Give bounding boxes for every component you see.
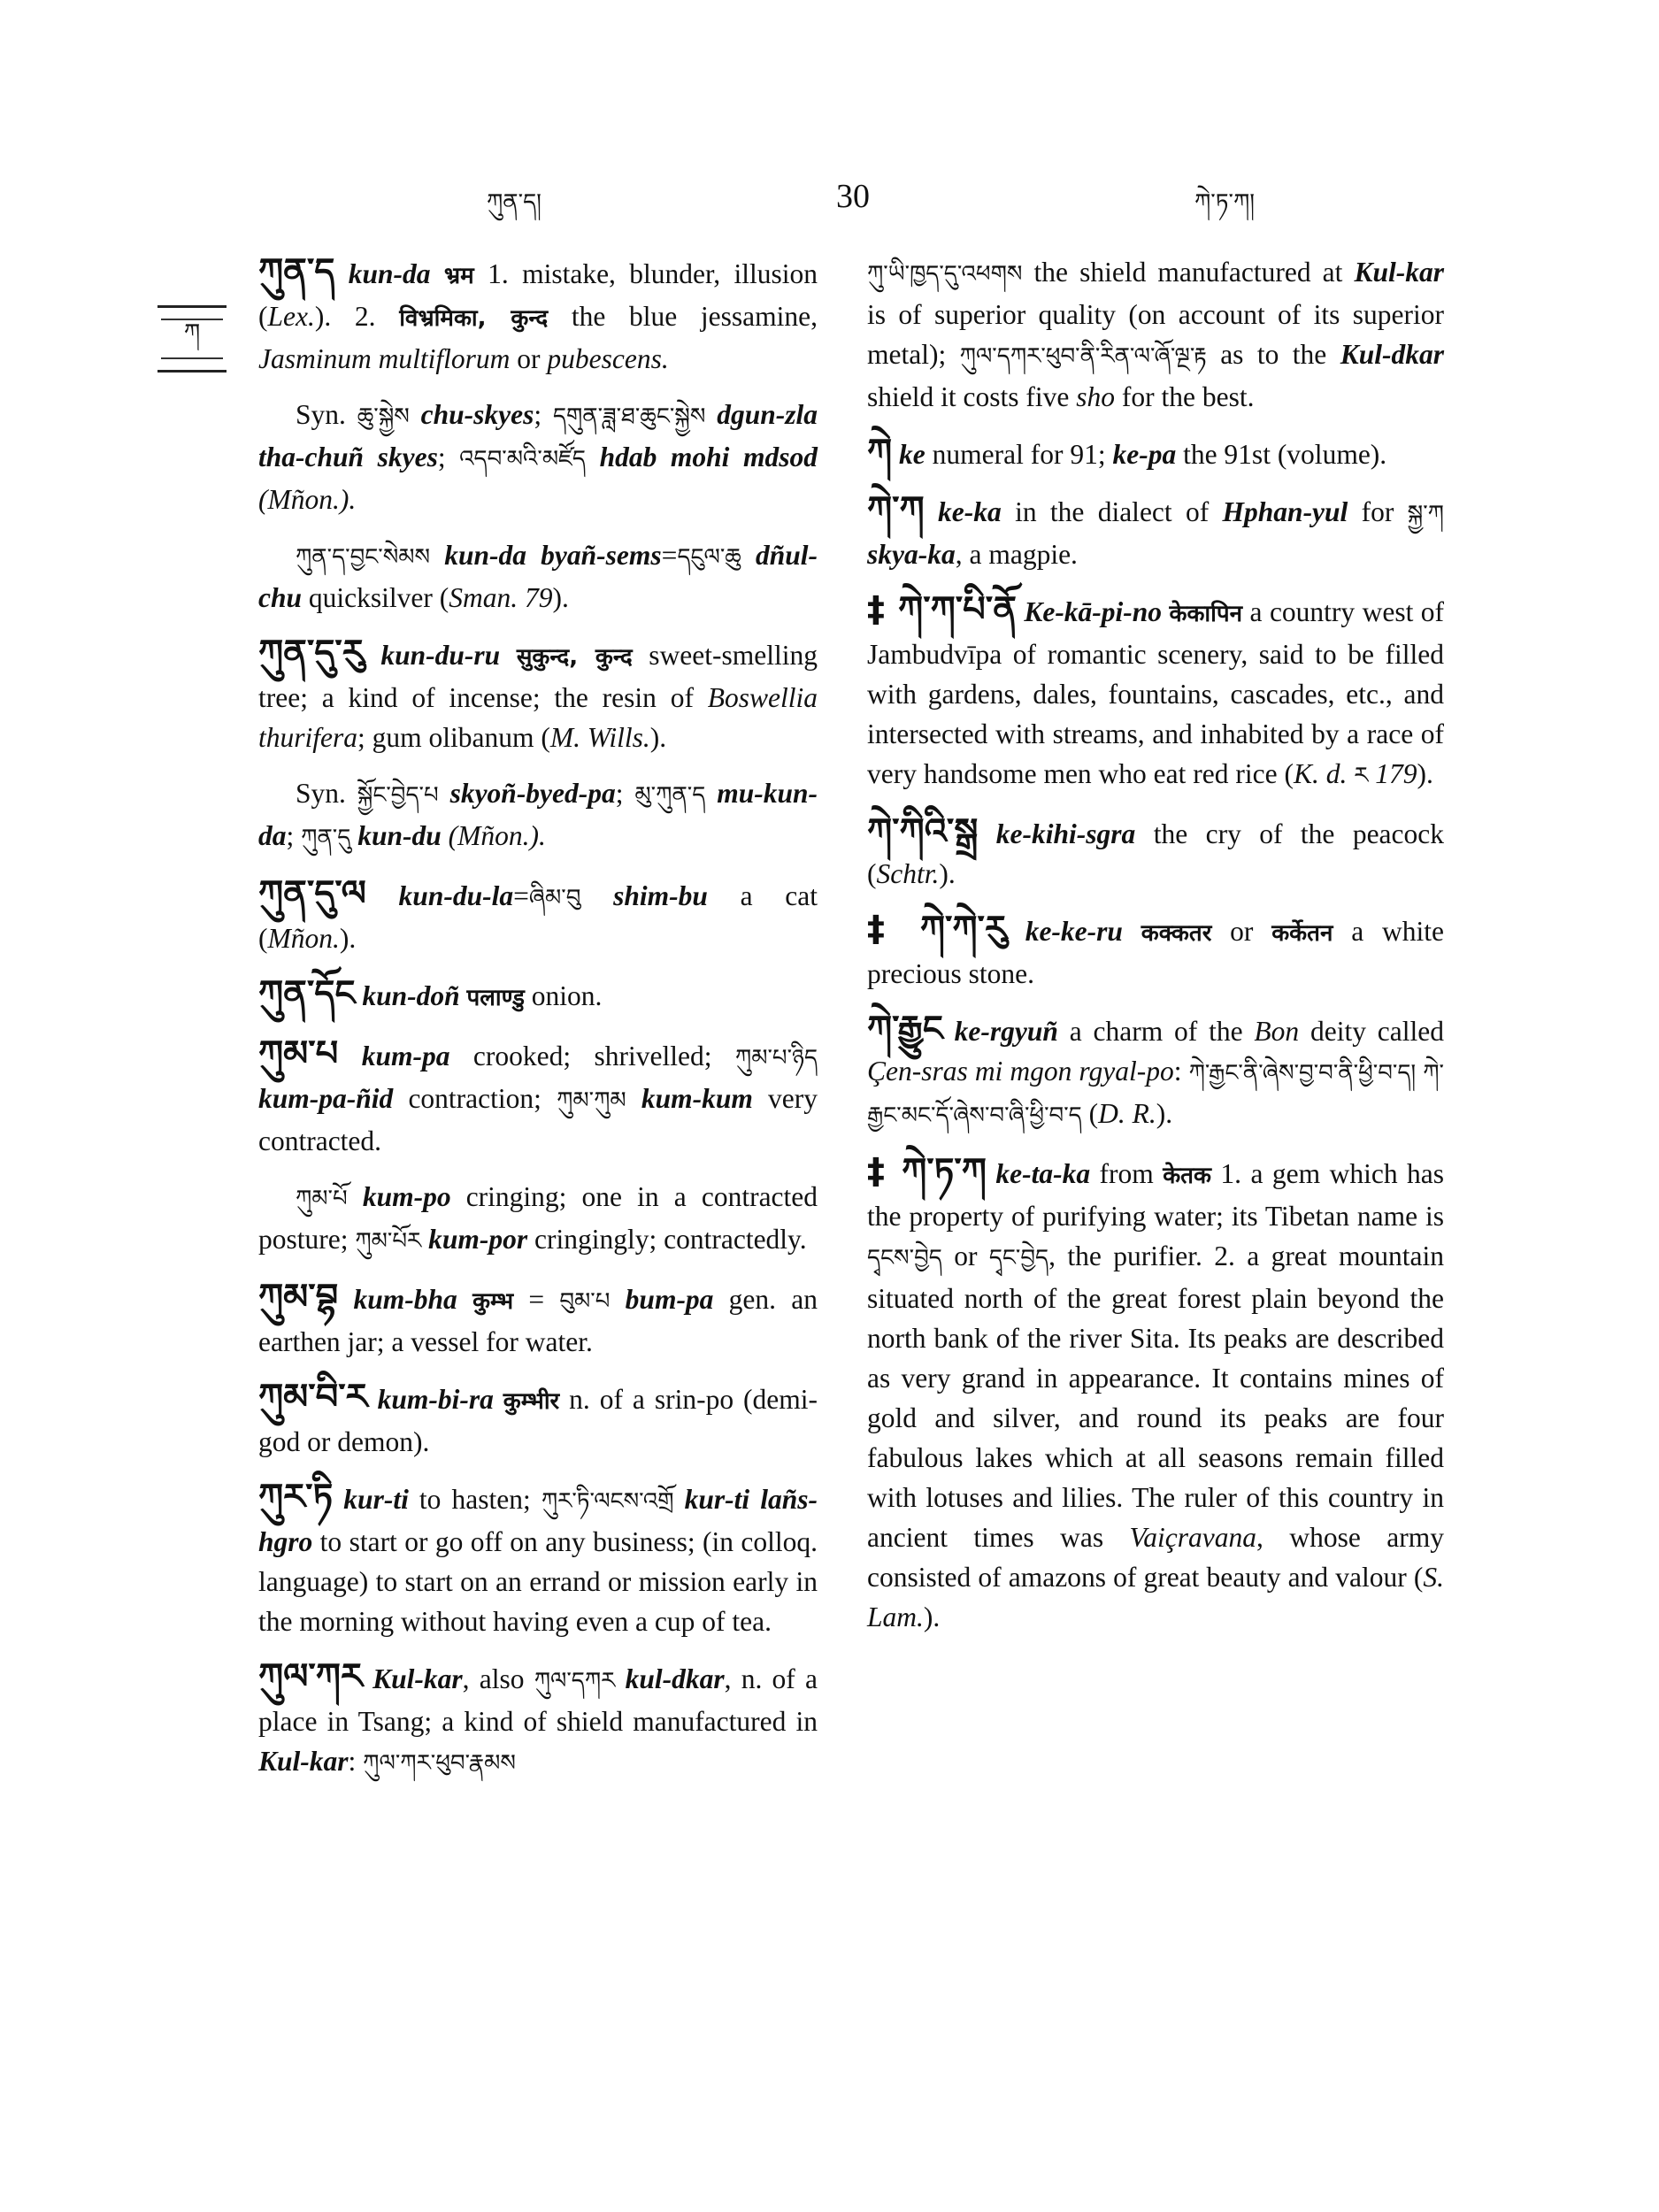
headword: ཀུལ་ཀར: [258, 1656, 363, 1697]
right-column: [867, 252, 1444, 1653]
definition-text: ).: [1417, 758, 1433, 789]
definition-text: a country west of Jambudvīpa of romantic scenery, said to be filled with gardens, dales, fountains, cascades, etc., and intersected with streams, and inhabited by a race of very handsome men who eat red rice (: [867, 596, 1445, 789]
tibetan-term: ཀུལ་ཀར་ཕུབ་རྣམས: [363, 1750, 516, 1777]
sanskrit-term: केकापिन: [1169, 601, 1243, 627]
reference: (Mñon.).: [441, 820, 546, 851]
synonym-tibetan: ཆུ་སྐྱེས: [357, 403, 410, 430]
definition-text: from: [1090, 1158, 1164, 1189]
definition-text: the 91st (volume).: [1176, 439, 1387, 470]
definition-text: ). 2.: [314, 301, 400, 332]
entry-kun-du-ru: [258, 634, 818, 757]
sanskrit-term: केतक: [1163, 1163, 1211, 1189]
latin-name: pubescens.: [547, 343, 669, 374]
definition-text: cringing; one in a contracted posture;: [258, 1181, 818, 1255]
synonym-tibetan: འདབ་མའི་མཛོད: [459, 446, 586, 472]
reference: Mñon.: [267, 923, 340, 954]
definition-text: numeral for 91;: [925, 439, 1113, 470]
synonym-tibetan: ཀུན་དུ: [301, 825, 351, 851]
definition-text: a white precious stone.: [867, 916, 1445, 989]
transliteration: Ke-kā-pi-no: [1024, 596, 1163, 627]
entry-kun-don: [258, 974, 818, 1018]
definition-text: onion.: [524, 980, 603, 1011]
definition-text: as to the: [1206, 339, 1340, 370]
transliteration: ke: [899, 439, 926, 470]
headword: ཀུན་དུ་ལ: [258, 873, 366, 914]
reference: D. R.: [1098, 1098, 1156, 1129]
definition-text: , also: [462, 1663, 534, 1694]
synonym-tibetan: སྐྱོང་བྱེད་པ: [357, 782, 439, 809]
reference: M. Wills.: [549, 722, 650, 753]
subentry-transliteration: kum-po: [362, 1181, 451, 1212]
headword: ཀུན་ད: [258, 251, 335, 292]
sanskrit-term: कुम्भ: [472, 1288, 514, 1315]
definition-text: to start or go off on any business; (in colloq. language) to start on an errand or mission early in the morning without having even a cup of tea.: [258, 1526, 818, 1637]
reference: K. d.: [1293, 758, 1355, 789]
subentry-tibetan: ཀུམ་པོ: [296, 1186, 348, 1212]
definition-text: ; gum olibanum (: [357, 722, 550, 753]
sanskrit-term: कर्केतन: [1271, 920, 1333, 947]
equals-sign: =: [513, 880, 529, 911]
italic-term: sho: [1076, 381, 1115, 412]
entry-ke: [867, 433, 1444, 474]
sanskrit-term: भ्रम: [443, 263, 474, 289]
entry-ke-ka-pi-no: [867, 590, 1444, 796]
subentry-kun-da-byan-sems: [258, 535, 818, 618]
italic-term: Çen-sras mi mgon rgyal-po: [867, 1056, 1174, 1087]
tibetan-quote: ཀེ་རྒྱང་མང་དོ་ཞེས་བ་ཞི་ཕྱི་བ་ད: [867, 1060, 1444, 1129]
transliteration: Kul-dkar: [1340, 339, 1444, 370]
synonym-transliteration: dgun-zla tha-chuñ skyes: [258, 399, 818, 472]
subentry-transliteration: dñul-chu: [258, 540, 818, 613]
transliteration: kur-ti: [343, 1484, 409, 1515]
sanskrit-term: सुकुन्द, कुन्द: [516, 644, 633, 671]
transliteration: Kul-kar: [258, 1746, 349, 1777]
transliteration: ke-kihi-sgra: [995, 818, 1136, 849]
running-head-right: ཀེ་ཏ་ཀ།: [1194, 189, 1256, 216]
thumb-index-letter: ཀ: [183, 319, 201, 346]
definition-text: cringingly; contractedly.: [527, 1224, 807, 1255]
definition-text: deity called: [1299, 1016, 1444, 1047]
tibetan-term: ཀུམ་པ་ཉིད: [734, 1045, 818, 1071]
definition-text: or: [510, 343, 548, 374]
entry-ke-ke-ru: [867, 910, 1444, 994]
sanskrit-term: कुम्भीर: [503, 1388, 560, 1415]
headword: ཀུར་ཏི: [258, 1477, 334, 1517]
definition-text: n. of a srin-po (demi-god or demon).: [258, 1384, 818, 1457]
syn-label: Syn.: [296, 778, 357, 809]
headword: ‡ ཀེ་ཀེ་རུ: [867, 909, 1007, 949]
transliteration: ke-ke-ru: [1025, 916, 1123, 947]
running-head-left: ཀུན་ད།: [487, 189, 541, 216]
headword: ཀུན་དུ་རུ: [258, 633, 365, 673]
tibetan-term: ཞིམ་བུ: [528, 885, 581, 911]
definition-text: 1. a gem which has the property of purifying water; its Tibetan name is: [867, 1158, 1444, 1232]
transliteration: ke-ka: [938, 496, 1002, 527]
transliteration: Kul-kar: [373, 1663, 463, 1694]
headword: ཀེ: [867, 432, 893, 472]
tibetan-term: བུམ་པ: [559, 1288, 611, 1315]
definition-text: shield it costs five: [867, 381, 1077, 412]
synonym-tibetan: དགུན་ཟླ་ཐ་ཆུང་སྐྱེས: [552, 403, 706, 430]
sanskrit-term: पलाण्डु: [466, 985, 525, 1011]
reference: (Mñon.).: [258, 484, 357, 515]
definition-text: gen. an earthen jar; a vessel for water.: [258, 1284, 818, 1357]
headword: ‡ ཀེ་ཏ་ཀ: [867, 1151, 987, 1192]
entry-kul-kar-continued: [867, 252, 1444, 417]
transliteration: Kul-kar: [1354, 257, 1444, 288]
definition-text: very contracted.: [258, 1083, 818, 1156]
synonym-tibetan: མུ་ཀུན་ད: [634, 782, 706, 809]
thumb-index-tab: [157, 305, 227, 373]
tibetan-term: སྐྱ་ཀ: [1407, 501, 1444, 527]
equals-sign: =: [513, 1284, 560, 1315]
tibetan-term: ཀུལ་དཀར: [534, 1668, 616, 1694]
definition-text: in the dialect of: [1001, 496, 1223, 527]
definition-text: :: [348, 1746, 364, 1777]
running-head: [0, 177, 1659, 230]
synonym-transliteration: skyoñ-byed-pa: [449, 778, 616, 809]
definition-text: quicksilver (: [302, 582, 449, 613]
transliteration: kun-du-ru: [380, 640, 501, 671]
tibetan-term: ཀུར་ཏི་ལངས་འགྲོ: [541, 1488, 674, 1515]
definition-text: to hasten;: [408, 1484, 541, 1515]
subentry-transliteration: kum-por: [428, 1224, 528, 1255]
subentry-tibetan: དངུལ་ཆུ: [677, 544, 741, 571]
sanskrit-term: कक्कतर: [1141, 920, 1212, 947]
definition-text: for: [1348, 496, 1408, 527]
reference-page: 179: [1368, 758, 1417, 789]
entry-kul-kar: [258, 1657, 818, 1784]
synonym-transliteration: mu-kun-da: [258, 778, 818, 851]
separator: ;: [286, 820, 302, 851]
transliteration: Hphan-yul: [1222, 496, 1348, 527]
transliteration: kum-bha: [353, 1284, 457, 1315]
synonyms-kun-da: [258, 395, 818, 519]
subentry-tibetan: ཀུམ་པོར: [355, 1228, 422, 1255]
transliteration: kum-bi-ra: [377, 1384, 494, 1415]
entry-kur-ti: [258, 1478, 818, 1641]
definition-text: a charm of the: [1057, 1016, 1255, 1047]
definition-text: ).: [939, 858, 956, 889]
definition-text: is of superior quality (on account of its superior metal);: [867, 299, 1444, 370]
definition-text: the shield manufactured at: [1022, 257, 1355, 288]
definition-text: the blue jessamine,: [548, 301, 818, 332]
tibetan-term: ཀུམ་ཀུམ: [557, 1087, 626, 1114]
tibetan-quote: ཀེ་རྒྱང་ནི་ཞེས་བྱ་བ་ནི་ཕྱི་བ་ད།: [1188, 1060, 1417, 1087]
definition-text: , a magpie.: [955, 539, 1078, 570]
entry-kum-bha: [258, 1278, 818, 1362]
reference-volume-letter: ར: [1354, 763, 1369, 789]
left-column: [258, 252, 818, 1800]
definition-text: a cat (: [258, 880, 818, 954]
synonym-transliteration: hdab mohi mdsod: [599, 442, 818, 472]
transliteration: kun-doñ: [362, 980, 460, 1011]
tibetan-term: དྭངས་བྱེད: [867, 1245, 942, 1271]
headword: ཀུམ་པ: [258, 1033, 339, 1074]
italic-term: Vaiçravana: [1129, 1522, 1257, 1553]
reference: S. Lam.: [867, 1562, 1444, 1632]
transliteration: ke-ta-ka: [995, 1158, 1091, 1189]
headword: ཀེ་ཀིའི་སྒྲ: [867, 811, 979, 852]
headword: ཀུམ་བི་ར: [258, 1377, 368, 1417]
tibetan-term: དྭང་བྱེད: [988, 1245, 1049, 1271]
reference: Schtr.: [876, 858, 940, 889]
definition-text: ).: [552, 582, 569, 613]
transliteration: kur-ti lañs-hgro: [258, 1484, 818, 1557]
latin-name: Jasminum multiflorum: [258, 343, 511, 374]
definition-text: , whose army consisted of amazons of great beauty and valour (: [867, 1522, 1444, 1593]
definition-text: sweet-smelling tree; a kind of incense; the resin of: [258, 640, 818, 713]
separator: ;: [437, 442, 460, 472]
synonym-transliteration: chu-skyes: [420, 399, 534, 430]
equals-sign: =: [661, 540, 678, 571]
sanskrit-term: विभ्रमिका, कुन्द: [399, 305, 549, 332]
separator: ;: [615, 778, 635, 809]
definition-text: ).: [923, 1601, 941, 1632]
definition-text: or: [941, 1240, 989, 1271]
transliteration: ke-pa: [1112, 439, 1177, 470]
definition-text: for the best.: [1115, 381, 1255, 412]
definition-text: 1. mistake, blunder, illusion (: [258, 258, 818, 332]
transliteration: shim-bu: [613, 880, 708, 911]
headword: ‡ ཀེ་ཀ་པི་ནོ: [867, 589, 1017, 630]
definition-text: , n. of a place in Tsang; a kind of shield manufactured in: [258, 1663, 818, 1737]
synonym-transliteration: kun-du: [357, 820, 442, 851]
transliteration: kum-kum: [641, 1083, 753, 1114]
transliteration: skya-ka: [867, 539, 956, 570]
entry-ke-ka: [867, 490, 1444, 574]
synonyms-kun-du-ru: [258, 773, 818, 858]
syn-label: Syn.: [296, 399, 357, 430]
entry-kun-da: [258, 252, 818, 379]
tibetan-term: ཀུལ་དཀར་ཕུབ་ནི་རིན་ལ་ཞོ་ལྔ་རྟ: [959, 343, 1207, 370]
definition-text: ).: [649, 722, 667, 753]
transliteration: kul-dkar: [625, 1663, 725, 1694]
tibetan-term: ཀུ་ཡི་ཁྱད་དུ་འཕགས: [867, 261, 1023, 288]
transliteration: kum-pa-ñid: [258, 1083, 394, 1114]
headword: ཀེ་ཀ: [867, 489, 925, 530]
entry-kun-du-la: [258, 874, 818, 958]
entry-kum-pa: [258, 1034, 818, 1161]
transliteration: kun-da: [348, 258, 431, 289]
subentry-tibetan: ཀུན་ད་བྱང་སེམས: [296, 544, 431, 571]
entry-ke-ta-ka: [867, 1152, 1444, 1637]
definition-text: or: [1211, 916, 1272, 947]
reference: Lex.: [267, 301, 315, 332]
definition-text: crooked; shrivelled;: [449, 1041, 735, 1071]
definition-text: the cry of the peacock (: [867, 818, 1445, 889]
definition-text: (: [1081, 1098, 1099, 1129]
page-number: 30: [836, 178, 870, 215]
headword: ཀུམ་བྷ: [258, 1277, 339, 1317]
definition-text: contraction;: [393, 1083, 557, 1114]
italic-term: Bon: [1254, 1016, 1300, 1047]
definition-text: ).: [1156, 1098, 1173, 1129]
transliteration: ke-rgyuñ: [954, 1016, 1058, 1047]
entry-ke-rgyun: [867, 1010, 1444, 1136]
transliteration: kum-pa: [361, 1041, 450, 1071]
transliteration: bum-pa: [625, 1284, 714, 1315]
headword: ཀེ་རྒྱུང: [867, 1009, 943, 1049]
transliteration: kun-du-la: [398, 880, 514, 911]
latin-name: Boswellia thurifera: [258, 682, 818, 753]
headword: ཀུན་དོང: [258, 973, 356, 1014]
definition-text: :: [1173, 1056, 1189, 1087]
subentry-kum-po: [258, 1177, 818, 1262]
entry-ke-kihi-sgra: [867, 812, 1444, 894]
subentry-transliteration: kun-da byañ-sems: [444, 540, 662, 571]
definition-text: ).: [339, 923, 357, 954]
definition-text: , the purifier. 2. a great mountain situated north of the great forest plain beyond the north bank of the river Sita. Its peaks are described as very grand in appearance. It contains mines of gold and silver, and round its peaks are four fabulous lakes which at all seasons remain filled with lotuses and lilies. The ruler of this country in ancient times was: [867, 1240, 1444, 1553]
entry-kum-bi-ra: [258, 1378, 818, 1462]
separator: ;: [534, 399, 553, 430]
reference: Sman. 79: [449, 582, 553, 613]
